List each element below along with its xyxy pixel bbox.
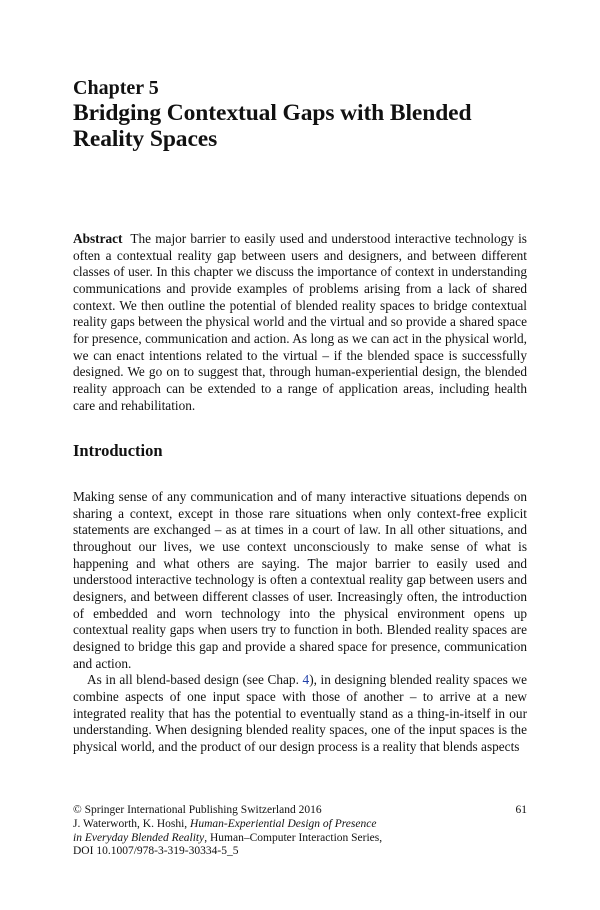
paragraph-2	[73, 672, 527, 755]
citation-line-2	[73, 832, 527, 846]
chapter-label: Chapter 5	[73, 77, 159, 99]
book-title-part-2: in Everyday Blended Reality	[73, 831, 205, 844]
authors: J. Waterworth, K. Hoshi,	[73, 817, 191, 830]
series-name: , Human–Computer Interaction Series,	[204, 831, 383, 844]
abstract-label: Abstract	[73, 231, 123, 246]
paragraph-2-text-after: ), in designing blended reality spaces we combine aspects of one input space with those of another – to arrive at a new integrated reality that has the potential to eventually stand as a thing-in-itself in our understanding. When designing blended reality spaces, one of the input spaces is the physical world, and the product of our design process is a reality that blends aspects	[73, 672, 527, 754]
abstract	[73, 231, 527, 414]
paragraph-1: Making sense of any communication and of many interactive situations depends on sharing a context, except in those rare situations when only context-free explicit statements are exchanged – as at times in a court of law. In all other situations, and throughout our lives, we use context unconsciously to make sense of what is happening and what others are saying. The major barrier to easily used and understood interactive technology is often a contextual reality gap between users and designers, and between different classes of user. Increasingly often, the introduction of embedded and worn technology into the physical environment opens up contextual reality gaps when users try to function in both. Blended reality spaces are designed to bridge this gap and provide a shared space for presence, communication and action.	[73, 489, 527, 671]
paragraph-2-text-before: As in all blend-based design (see Chap.	[87, 672, 303, 688]
section-heading-introduction: Introduction	[73, 441, 163, 460]
copyright-line: © Springer International Publishing Switzerland 2016	[73, 804, 322, 816]
citation-line-1	[73, 818, 527, 832]
abstract-text: The major barrier to easily used and understood interactive technology is often a contextual reality gap between users and designers, and between different classes of user. In this chapter we discuss the importance of context in understanding communications and provide examples of problems arising from a lack of shared context. We then outline the potential of blended reality spaces to bridge contextual reality gaps between the physical world and the virtual and so provide a shared space for presence, communication and action. As long as we can act in the physical world, we can enact intentions related to the virtual – if the blended space is successfully designed. We go on to suggest that, through human-experiential design, the blended reality approach can be extended to a range of application areas, including health care and rehabilitation.	[73, 231, 527, 413]
chapter-title: Bridging Contextual Gaps with Blended Reality Spaces	[73, 100, 472, 152]
footer-citation	[73, 804, 527, 859]
page-number: 61	[515, 804, 527, 816]
book-title-part-1: Human-Experiential Design of Presence	[190, 817, 377, 830]
introduction-body	[73, 489, 527, 756]
chapter-4-cross-reference-link[interactable]: 4	[302, 672, 310, 688]
doi-line: DOI 10.1007/978-3-319-30334-5_5	[73, 845, 239, 858]
